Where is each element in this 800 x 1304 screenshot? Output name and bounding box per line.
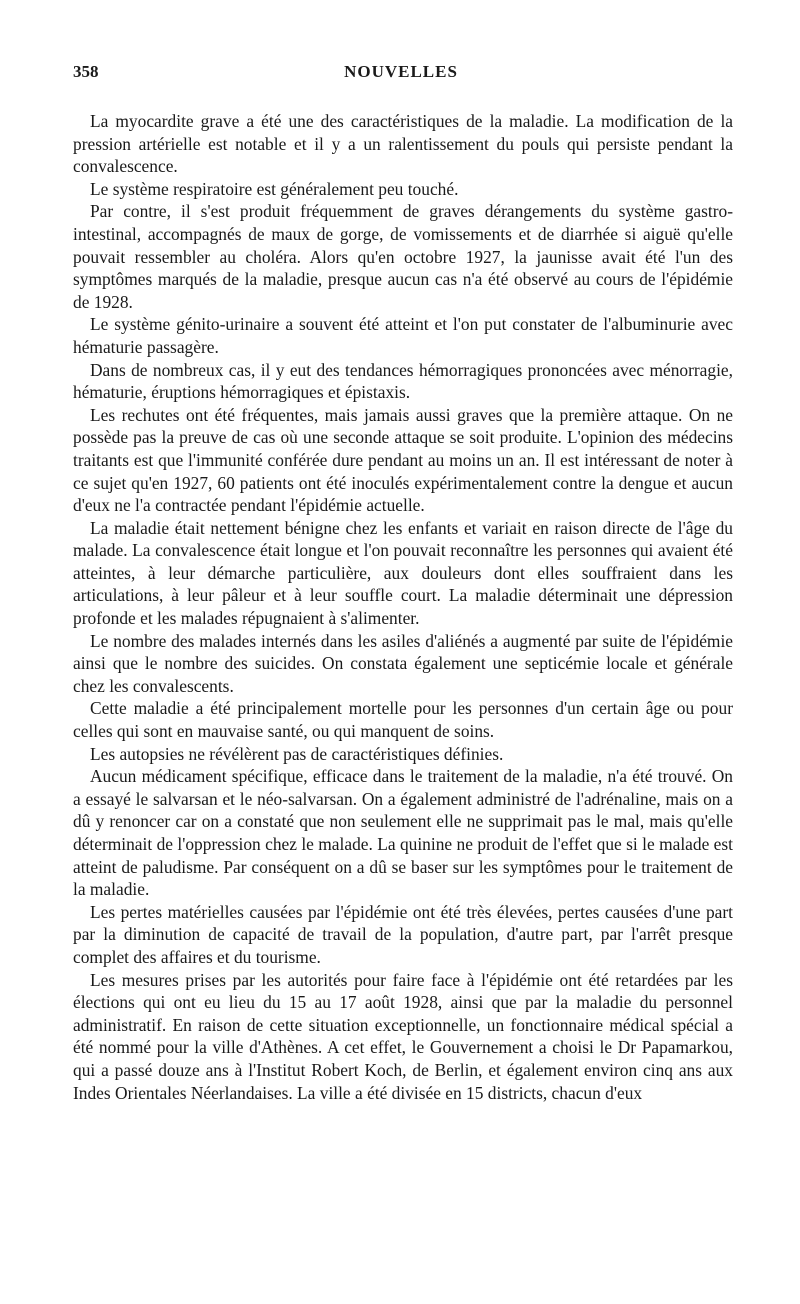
paragraph: La maladie était nettement bénigne chez les enfants et variait en raison directe de l'âge du malade. La convalescence était longue et l'on pouvait reconnaître les personnes qui avaient été atteintes, à leur démarche particulière, aux douleurs dont elles souffraient dans les articulations, à leur pâleur et à leur souffle court. La maladie déterminait une dépression profonde et les malades répugnaient à s'alimenter. — [73, 517, 733, 629]
body-text — [73, 110, 733, 1104]
paragraph: Aucun médicament spécifique, efficace dans le traitement de la maladie, n'a été trouvé. On a essayé le salvarsan et le néo-salvarsan. On a également administré de l'adrénaline, mais on a dû y renoncer car on a constaté que non seulement elle ne supprimait pas le mal, mais qu'elle déterminait de l'oppression chez le malade. La quinine ne produit de l'effet que si le malade est atteint de paludisme. Par conséquent on a dû se baser sur les symptômes pour le traitement de la maladie. — [73, 766, 733, 900]
paragraph: Les mesures prises par les autorités pour faire face à l'épidémie ont été retardées par les élections qui ont eu lieu du 15 au 17 août 1928, ainsi que par la maladie du personnel administratif. En raison de cette situation exceptionnelle, un fonctionnaire médical spécial a été nommé pour la ville d'Athènes. A cet effet, le Gouvernement a choisi le Dr Papamarkou, qui a passé douze ans à l'Institut Robert Koch, de Berlin, et également environ cinq ans aux Indes Orientales Néerlandaises. La ville a été divisée en 15 districts, chacun d'eux — [73, 969, 733, 1103]
paragraph: Le système génito-urinaire a souvent été atteint et l'on put constater de l'albuminurie avec hématurie passagère. — [73, 314, 733, 357]
paragraph: Cette maladie a été principalement mortelle pour les personnes d'un certain âge ou pour celles qui sont en mauvaise santé, ou qui manquent de soins. — [73, 698, 733, 742]
paragraph: Le nombre des malades internés dans les asiles d'aliénés a augmenté par suite de l'épidémie ainsi que le nombre des suicides. On constata également une septicémie locale et générale chez les convalescents. — [73, 630, 733, 696]
running-head: NOUVELLES — [344, 62, 458, 81]
paragraph: Les rechutes ont été fréquentes, mais jamais aussi graves que la première attaque. On ne possède pas la preuve de cas où une seconde attaque se soit produite. L'opinion des médecins traitants est que l'immunité conférée dure pendant au moins un an. Il est intéressant de noter à ce sujet qu'en 1927, 60 patients ont été inoculés expérimentalement contre la dengue et aucun d'eux ne l'a contractée pendant l'épidémie actuelle. — [73, 404, 733, 516]
page-header — [73, 62, 729, 90]
paragraph: Les autopsies ne révélèrent pas de caractéristiques définies. — [90, 743, 504, 764]
page-number: 358 — [73, 62, 99, 81]
paragraph: Dans de nombreux cas, il y eut des tendances hémorragiques prononcées avec ménorragie, hématurie, éruptions hémorragiques et épistaxis. — [73, 359, 733, 403]
paragraph: Le système respiratoire est généralement peu touché. — [90, 178, 459, 199]
paragraph: La myocardite grave a été une des caractéristiques de la maladie. La modification de la pression artérielle est notable et il y a un ralentissement du pouls qui persiste pendant la convalescence. — [73, 111, 733, 177]
paragraph: Par contre, il s'est produit fréquemment de graves dérangements du système gastro-intestinal, accompagnés de maux de gorge, de vomissements et de diarrhée si aiguë qu'elle pouvait ressembler au choléra. Alors qu'en octobre 1927, la jaunisse avait été l'un des symptômes marqués de la maladie, presque aucun cas n'a été observé au cours de l'épidémie de 1928. — [73, 201, 733, 312]
paragraph: Les pertes matérielles causées par l'épidémie ont été très élevées, pertes causées d'une part par la diminution de capacité de travail de la population, d'autre part, par l'arrêt presque complet des affaires et du tourisme. — [73, 901, 733, 967]
